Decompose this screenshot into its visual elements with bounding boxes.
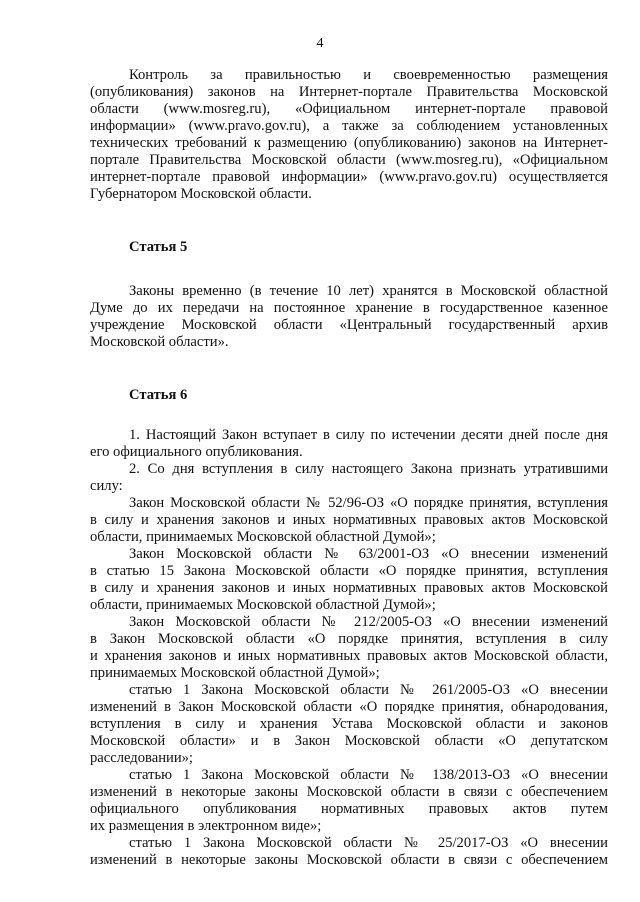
text-line: Закон Московской области № 212/2005-ОЗ «О внесении изменений (129, 614, 608, 630)
paragraph-law-212-2005 (90, 614, 608, 682)
text-line: Московской области». (90, 334, 229, 350)
text-line: статью 1 Закона Московской области № 261/2005-ОЗ «О внесении (129, 682, 608, 698)
text-line: интернет-портале правовой информации» (www.pravo.gov.ru) осуществляется (90, 169, 608, 185)
text-line: Закон Московской области № 63/2001-ОЗ «О внесении изменений (129, 546, 608, 562)
text-line: Законы временно (в течение 10 лет) хранятся в Московской областной (129, 283, 608, 299)
text-line: в Закон Московской области «О порядке принятия, вступления в силу (90, 631, 608, 647)
text-line: информации» (www.pravo.gov.ru), а также за соблюдением установленных (90, 118, 608, 134)
text-line: силу: (90, 478, 123, 494)
text-line: изменений в некоторые законы Московской области в связи с обеспечением (90, 852, 608, 868)
text-line: в статью 15 Закона Московской области «О порядке принятия, вступления (90, 563, 608, 579)
page-number: 4 (316, 36, 324, 51)
paragraph-law-63-2001 (90, 546, 608, 614)
paragraph-law-138-2013 (90, 767, 608, 835)
text-line: в силу и хранения законов и иных нормативных правовых актов Московской (90, 580, 608, 596)
text-line: портале Правительства Московской области (www.mosreg.ru), «Официальном (90, 152, 608, 168)
text-line: 1. Настоящий Закон вступает в силу по истечении десяти дней после дня (129, 427, 608, 443)
paragraph-law-52-96 (90, 495, 608, 546)
article-5-heading: Статья 5 (129, 239, 188, 255)
text-line: области (www.mosreg.ru), «Официальном интернет-портале правовой (90, 101, 608, 117)
paragraph-law-261-2005 (90, 682, 608, 767)
text-line: их размещения в электронном виде»; (90, 818, 322, 834)
text-line: Закон Московской области № 52/96-ОЗ «О порядке принятия, вступления (129, 495, 608, 511)
text-line: 2. Со дня вступления в силу настоящего Закона признать утратившими (129, 461, 608, 477)
paragraph-control-publication (90, 67, 608, 203)
text-line: учреждение Московской области «Центральный государственный архив (90, 317, 608, 333)
paragraph-entry-into-force (90, 427, 608, 461)
article-6-heading: Статья 6 (129, 387, 188, 403)
text-line: технических требований к размещению (опубликованию) законов на Интернет- (90, 135, 608, 151)
text-line: области, принимаемых Московской областной Думой»; (90, 597, 436, 613)
text-line: Контроль за правильностью и своевременностью размещения (129, 67, 608, 83)
text-line: статью 1 Закона Московской области № 25/2017-ОЗ «О внесении (129, 835, 608, 851)
text-line: и хранения законов и иных нормативных правовых актов Московской области, (90, 648, 608, 664)
text-line: статью 1 Закона Московской области № 138/2013-ОЗ «О внесении (129, 767, 608, 783)
text-line: изменений в некоторые законы Московской области в связи с обеспечением (90, 784, 608, 800)
text-line: Думе до их передачи на постоянное хранение в государственное казенное (90, 300, 608, 316)
text-line: области, принимаемых Московской областной Думой»; (90, 529, 436, 545)
paragraph-storage (90, 283, 608, 351)
text-line: (опубликования) законов на Интернет-портале Правительства Московской (90, 84, 608, 100)
text-line: расследовании»; (90, 750, 193, 766)
text-line: Московской области» и в Закон Московской области «О депутатском (90, 733, 608, 749)
text-line: Губернатором Московской области. (90, 186, 312, 202)
text-line: принимаемых Московской областной Думой»; (90, 665, 380, 681)
document-body (90, 67, 608, 869)
text-line: вступления в силу и хранения Устава Московской области и законов (90, 716, 608, 732)
text-line: его официального опубликования. (90, 444, 303, 460)
text-line: в силу и хранения законов и иных нормативных правовых актов Московской (90, 512, 608, 528)
paragraph-law-25-2017 (90, 835, 608, 869)
paragraph-repeal-intro (90, 461, 608, 495)
text-line: официального опубликования нормативных правовых актов путем (90, 801, 608, 817)
text-line: изменений в Закон Московской области «О порядке принятия, обнародования, (90, 699, 608, 715)
